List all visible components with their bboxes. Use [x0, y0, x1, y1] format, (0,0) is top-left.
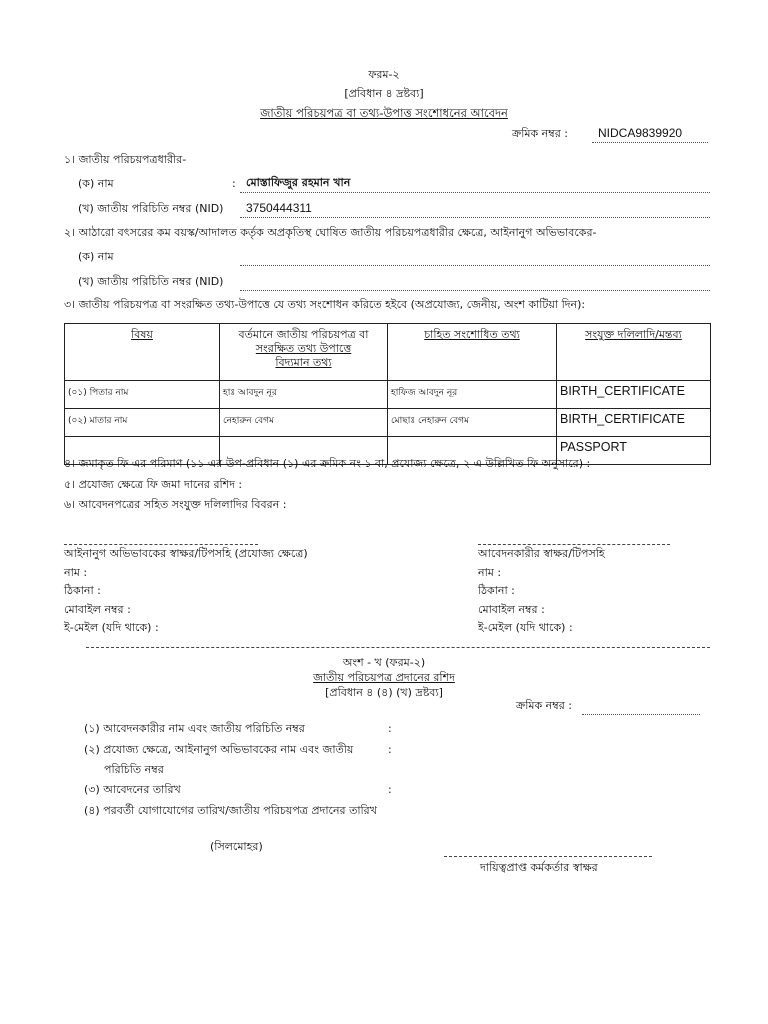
row1-current[interactable]: হাঃ আবদুন নূর — [220, 381, 388, 409]
row1-subject: (০১) পিতার নাম — [65, 381, 220, 409]
receipt-serial-line[interactable] — [582, 714, 700, 715]
receipt-item2-colon: : — [388, 743, 392, 756]
guardian-nid-label: (খ) জাতীয় পরিচিতি নম্বর (NID) — [78, 275, 224, 288]
applicant-name-field: নাম : — [478, 566, 502, 579]
section4-text: ৪। জমাকৃত ফি এর পরিমাণ (১১ এর উপ-প্রবিধান (১) এর ক্রমিক নং ১ বা, প্রযোজ্য ক্ষেত্রে, ২ এ উল্লিখিত ফি অনুসারে) : — [64, 457, 591, 470]
guardian-name-line[interactable] — [240, 265, 710, 266]
receipt-item2-line2: পরিচিতি নম্বর — [104, 763, 164, 776]
receipt-item3-colon: : — [388, 783, 392, 796]
applicant-email-field: ই-মেইল (যদি থাকে) : — [478, 621, 573, 634]
correction-table — [64, 323, 711, 465]
section5-text: ৫। প্রযোজ্য ক্ষেত্রে ফি জমা দানের রশিদ : — [64, 478, 243, 491]
section6-text: ৬। আবেদনপত্রের সহিত সংযুক্ত দলিলাদির বিবরন : — [64, 498, 287, 511]
guardian-signature-line — [64, 544, 258, 545]
header-requested: চাহিত সংশোধিত তথ্য — [388, 324, 557, 381]
serial-dotted-line — [592, 142, 708, 143]
holder-name-value[interactable]: মোস্তাফিজুর রহমান খান — [246, 176, 351, 189]
form-number: ফরম-২ — [368, 68, 400, 81]
guardian-address-field: ঠিকানা : — [64, 584, 101, 597]
header-attached: সংযুক্ত দলিলাদি/মন্তব্য — [557, 324, 711, 381]
applicant-address-field: ঠিকানা : — [478, 584, 515, 597]
holder-nid-line — [240, 217, 710, 218]
cut-line — [86, 647, 710, 648]
row3-doc[interactable]: PASSPORT — [557, 437, 711, 465]
holder-nid-label: (খ) জাতীয় পরিচিতি নম্বর (NID) — [78, 202, 224, 215]
receipt-part: অংশ - খ (ফরম-২) — [342, 656, 426, 669]
holder-name-line — [240, 192, 710, 193]
receipt-title: জাতীয় পরিচয়পত্র প্রদানের রশিদ — [313, 671, 455, 684]
applicant-signature-line — [478, 544, 670, 545]
serial-label: ক্রমিক নম্বর : — [512, 127, 568, 140]
receipt-rule: [প্রবিধান ৪ (৪) (খ) দ্রষ্টব্য] — [325, 686, 443, 699]
serial-value: NIDCA9839920 — [598, 126, 683, 140]
section3-heading: ৩। জাতীয় পরিচয়পত্র বা সংরক্ষিত তথ্য-উপাত্তে যে তথ্য সংশোধন করিতে হইবে (অপ্রযোজ্য, জেনীয়, অংশ কাটিয়া দিন): — [64, 298, 586, 311]
guardian-email-field: ই-মেইল (যদি থাকে) : — [64, 621, 159, 634]
receipt-item1-colon: : — [388, 722, 392, 735]
officer-signature-label: দায়িত্বপ্রাপ্ত কর্মকর্তার স্বাক্ষর — [480, 861, 598, 874]
receipt-serial-label: ক্রমিক নম্বর : — [516, 699, 572, 712]
table-header-row — [65, 324, 711, 381]
row1-doc[interactable]: BIRTH_CERTIFICATE — [557, 381, 711, 409]
row2-current[interactable]: নেহারুন বেগম — [220, 409, 388, 437]
guardian-mobile-field: মোবাইল নম্বর : — [64, 603, 131, 616]
receipt-item4: (৪) পরবর্তী যোগাযোগের তারিখ/জাতীয় পরিচয়পত্র প্রদানের তারিখ — [84, 804, 377, 817]
rule-reference: [প্রবিধান ৪ দ্রষ্টব্য] — [344, 87, 424, 100]
row1-requested[interactable]: হাফিজ আবদুন নূর — [388, 381, 557, 409]
row2-doc[interactable]: BIRTH_CERTIFICATE — [557, 409, 711, 437]
receipt-item2-line1: (২) প্রযোজ্য ক্ষেত্রে, আইনানুগ অভিভাবকের নাম এবং জাতীয় — [84, 743, 354, 756]
form-title: জাতীয় পরিচয়পত্র বা তথ্য-উপাত্ত সংশোধনের আবেদন — [260, 106, 508, 120]
row2-requested[interactable]: মোছাঃ নেহারুন বেগম — [388, 409, 557, 437]
guardian-name-field: নাম : — [64, 566, 88, 579]
guardian-nid-line[interactable] — [240, 290, 710, 291]
applicant-signature-title: আবেদনকারীর স্বাক্ষর/টিপসহি — [478, 547, 605, 560]
applicant-mobile-field: মোবাইল নম্বর : — [478, 603, 545, 616]
guardian-signature-title: আইনানুগ অভিভাবকের স্বাক্ষর/টিপসহি (প্রযোজ্য ক্ষেত্রে) — [64, 547, 308, 560]
table-row — [65, 409, 711, 437]
receipt-item1: (১) আবেদনকারীর নাম এবং জাতীয় পরিচিতি নম্বর — [84, 722, 305, 735]
table-row — [65, 381, 711, 409]
header-subject: বিষয় — [65, 324, 220, 381]
guardian-name-label: (ক) নাম — [78, 250, 114, 263]
seal-label: (সিলমোহর) — [210, 840, 263, 853]
receipt-item3: (৩) আবেদনের তারিখ — [84, 783, 181, 796]
holder-nid-value[interactable]: 3750444311 — [246, 201, 312, 215]
holder-name-colon: : — [232, 177, 236, 190]
section1-heading: ১। জাতীয় পরিচয়পত্রধারীর- — [64, 153, 187, 166]
section2-heading: ২। আঠারো বৎসরের কম বয়স্ক/আদালত কর্তৃক অপ্রকৃতিস্থ ঘোষিত জাতীয় পরিচয়পত্রধারীর ক্ষেত্রে, আইনানুগ অভিভাবকের- — [64, 226, 597, 239]
holder-name-label: (ক) নাম — [78, 177, 114, 190]
header-current: বর্তমানে জাতীয় পরিচয়পত্র বা সংরক্ষিত তথ্য উপাত্তে বিদ্যমান তথ্য — [220, 324, 388, 381]
officer-signature-line — [444, 856, 652, 857]
row2-subject: (০২) মাতার নাম — [65, 409, 220, 437]
